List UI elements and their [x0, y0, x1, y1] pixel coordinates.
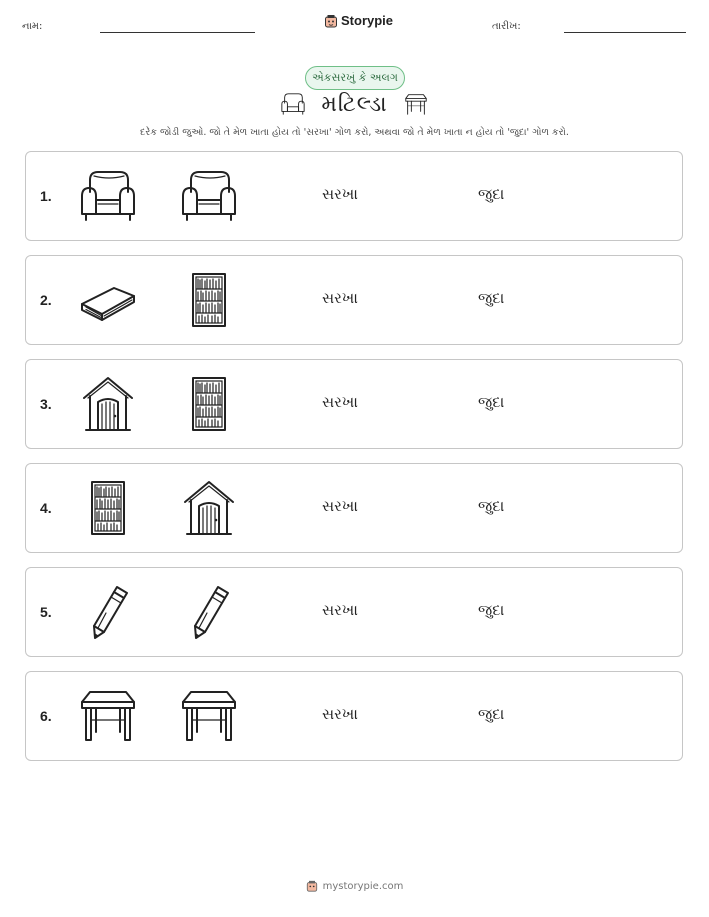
- shed-icon: [78, 374, 138, 434]
- question-number: 6.: [40, 708, 52, 724]
- option-same[interactable]: સરખા: [322, 185, 358, 203]
- name-line[interactable]: [100, 32, 255, 33]
- option-different[interactable]: જુદા: [478, 185, 505, 203]
- footer: [0, 880, 709, 892]
- armchair-icon: [279, 91, 307, 117]
- bookshelf-icon: [179, 374, 239, 434]
- name-label: નામ:: [22, 21, 43, 32]
- footer-site[interactable]: mystorypie.com: [322, 880, 404, 892]
- question-number: 1.: [40, 188, 52, 204]
- shed-icon: [179, 478, 239, 538]
- stool-icon: [179, 686, 239, 746]
- pencil-icon: [78, 582, 138, 642]
- storypie-mascot-icon: [306, 880, 318, 892]
- book-icon: [78, 270, 138, 330]
- option-different[interactable]: જુદા: [478, 705, 505, 723]
- storypie-logo: [324, 13, 393, 28]
- option-same[interactable]: સરખા: [322, 497, 358, 515]
- bookshelf-icon: [179, 270, 239, 330]
- stool-icon: [78, 686, 138, 746]
- question-number: 5.: [40, 604, 52, 620]
- question-number: 2.: [40, 292, 52, 308]
- option-different[interactable]: જુદા: [478, 289, 505, 307]
- question-card: [25, 255, 683, 345]
- option-same[interactable]: સરખા: [322, 393, 358, 411]
- armchair-icon: [179, 166, 239, 226]
- title-row: [0, 91, 709, 117]
- question-card: [25, 463, 683, 553]
- stool-icon: [402, 91, 430, 117]
- question-card: [25, 671, 683, 761]
- armchair-icon: [78, 166, 138, 226]
- storypie-mascot-icon: [324, 14, 338, 28]
- option-same[interactable]: સરખા: [322, 601, 358, 619]
- option-different[interactable]: જુદા: [478, 497, 505, 515]
- worksheet-type-badge: એકસરખું કે અલગ: [305, 66, 405, 90]
- date-line[interactable]: [564, 32, 686, 33]
- option-same[interactable]: સરખા: [322, 289, 358, 307]
- question-card: [25, 359, 683, 449]
- worksheet-title: મટિલ્ડા: [321, 91, 388, 117]
- option-different[interactable]: જુદા: [478, 601, 505, 619]
- question-card: [25, 151, 683, 241]
- question-number: 3.: [40, 396, 52, 412]
- date-label: તારીખ:: [492, 21, 521, 32]
- option-different[interactable]: જુદા: [478, 393, 505, 411]
- brand-name: Storypie: [341, 13, 394, 28]
- question-number: 4.: [40, 500, 52, 516]
- question-card: [25, 567, 683, 657]
- pencil-icon: [179, 582, 239, 642]
- instructions: દરેક જોડી જુઓ. જો તે મેળ ખાતા હોય તો 'સરખા' ગોળ કરો, અથવા જો તે મેળ ખાતા ન હોય તો 'જુદા' ગોળ કરો.: [140, 127, 569, 138]
- bookshelf-icon: [78, 478, 138, 538]
- option-same[interactable]: સરખા: [322, 705, 358, 723]
